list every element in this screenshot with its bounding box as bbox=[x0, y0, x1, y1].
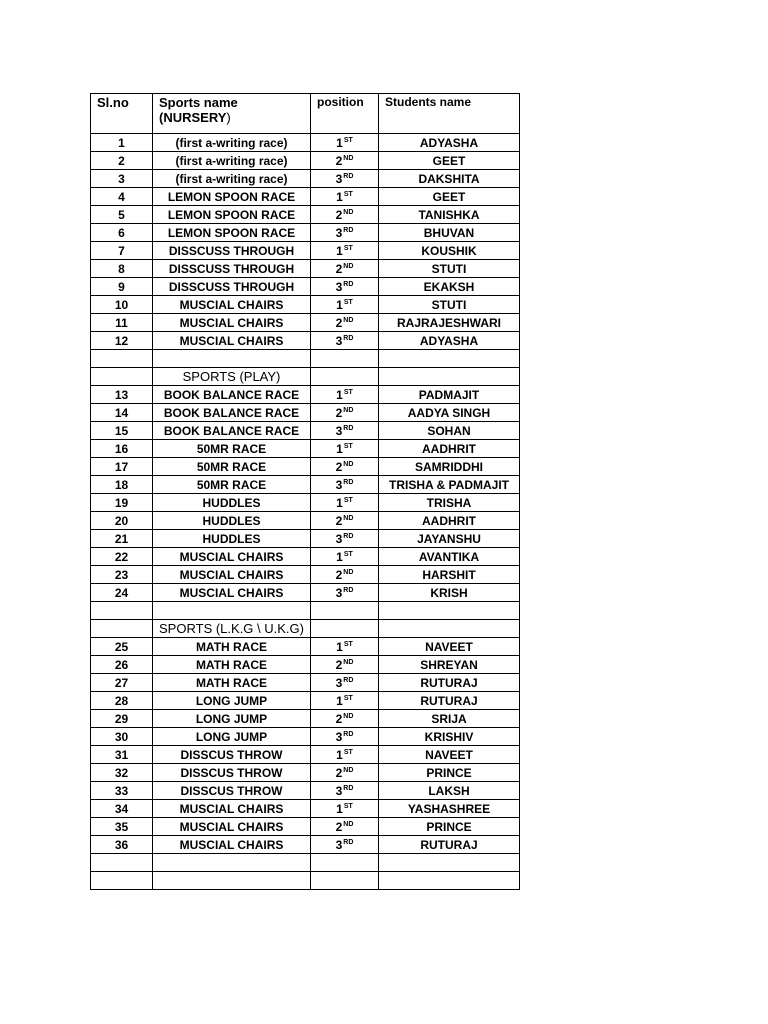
sport-name-cell: LONG JUMP bbox=[153, 692, 311, 710]
student-name-cell: HARSHIT bbox=[379, 566, 520, 584]
position-cell bbox=[311, 530, 379, 548]
serial-number-cell: 30 bbox=[91, 728, 153, 746]
empty-cell bbox=[153, 602, 311, 620]
position-number: 1 bbox=[336, 801, 343, 816]
position-cell bbox=[311, 332, 379, 350]
position-suffix: ST bbox=[343, 298, 353, 306]
serial-number-cell: 29 bbox=[91, 710, 153, 728]
position-cell bbox=[311, 296, 379, 314]
header-nursery-label: (NURSERY bbox=[159, 110, 227, 125]
sport-name-cell: MUSCIAL CHAIRS bbox=[153, 296, 311, 314]
position-suffix: ND bbox=[343, 208, 354, 216]
position-number: 1 bbox=[336, 693, 343, 708]
position-number: 2 bbox=[335, 459, 343, 474]
serial-number-cell: 13 bbox=[91, 386, 153, 404]
table-row bbox=[91, 728, 520, 746]
table-row bbox=[91, 170, 520, 188]
table-row bbox=[91, 638, 520, 656]
position-number: 2 bbox=[335, 207, 343, 222]
sport-name-cell: MUSCIAL CHAIRS bbox=[153, 314, 311, 332]
header-sports-name bbox=[153, 94, 311, 134]
position-cell bbox=[311, 206, 379, 224]
empty-cell bbox=[311, 368, 379, 386]
student-name-cell: RUTURAJ bbox=[379, 836, 520, 854]
table-row bbox=[91, 152, 520, 170]
table-row bbox=[91, 296, 520, 314]
position-suffix: ND bbox=[343, 262, 354, 270]
position-cell bbox=[311, 782, 379, 800]
position-number: 3 bbox=[335, 837, 343, 852]
serial-number-cell: 16 bbox=[91, 440, 153, 458]
table-row bbox=[91, 674, 520, 692]
serial-number-cell: 2 bbox=[91, 152, 153, 170]
position-cell bbox=[311, 800, 379, 818]
sport-name-cell: 50MR RACE bbox=[153, 458, 311, 476]
student-name-cell: AADHRIT bbox=[379, 512, 520, 530]
position-number: 2 bbox=[335, 711, 343, 726]
position-suffix: ND bbox=[343, 406, 354, 414]
results-table bbox=[90, 93, 520, 890]
empty-cell bbox=[379, 350, 520, 368]
blank-row bbox=[91, 602, 520, 620]
position-suffix: ST bbox=[343, 190, 353, 198]
student-name-cell: JAYANSHU bbox=[379, 530, 520, 548]
student-name-cell: RUTURAJ bbox=[379, 692, 520, 710]
sport-name-cell: DISSCUSS THROUGH bbox=[153, 278, 311, 296]
serial-number-cell: 32 bbox=[91, 764, 153, 782]
sport-name-cell: MUSCIAL CHAIRS bbox=[153, 818, 311, 836]
serial-number-cell: 27 bbox=[91, 674, 153, 692]
position-suffix: RD bbox=[343, 334, 354, 342]
position-number: 3 bbox=[335, 729, 343, 744]
sport-name-cell: 50MR RACE bbox=[153, 476, 311, 494]
sport-name-cell: (first a-writing race) bbox=[153, 134, 311, 152]
student-name-cell: LAKSH bbox=[379, 782, 520, 800]
serial-number-cell: 6 bbox=[91, 224, 153, 242]
sport-name-cell: MUSCIAL CHAIRS bbox=[153, 332, 311, 350]
serial-number-cell: 34 bbox=[91, 800, 153, 818]
sport-name-cell: BOOK BALANCE RACE bbox=[153, 386, 311, 404]
position-number: 2 bbox=[335, 315, 343, 330]
position-number: 1 bbox=[336, 135, 343, 150]
position-suffix: ST bbox=[343, 388, 353, 396]
table-row bbox=[91, 224, 520, 242]
table-row bbox=[91, 440, 520, 458]
position-cell bbox=[311, 674, 379, 692]
student-name-cell: KOUSHIK bbox=[379, 242, 520, 260]
sport-name-cell: MATH RACE bbox=[153, 656, 311, 674]
table-row bbox=[91, 530, 520, 548]
sport-name-cell: HUDDLES bbox=[153, 530, 311, 548]
student-name-cell: KRISHIV bbox=[379, 728, 520, 746]
sport-name-cell: MUSCIAL CHAIRS bbox=[153, 836, 311, 854]
sport-name-cell: DISSCUSS THROUGH bbox=[153, 260, 311, 278]
serial-number-cell: 1 bbox=[91, 134, 153, 152]
student-name-cell: ADYASHA bbox=[379, 134, 520, 152]
position-number: 3 bbox=[335, 171, 343, 186]
sport-name-cell: (first a-writing race) bbox=[153, 152, 311, 170]
serial-number-cell: 9 bbox=[91, 278, 153, 296]
blank-row bbox=[91, 854, 520, 872]
position-cell bbox=[311, 548, 379, 566]
student-name-cell: ADYASHA bbox=[379, 332, 520, 350]
empty-cell bbox=[379, 872, 520, 890]
position-cell bbox=[311, 242, 379, 260]
header-row bbox=[91, 94, 520, 134]
header-sports-name-line1: Sports name bbox=[159, 95, 238, 110]
empty-cell bbox=[311, 620, 379, 638]
empty-cell bbox=[153, 872, 311, 890]
position-number: 1 bbox=[336, 495, 343, 510]
position-number: 3 bbox=[335, 279, 343, 294]
serial-number-cell: 15 bbox=[91, 422, 153, 440]
sport-name-cell: DISSCUS THROW bbox=[153, 782, 311, 800]
position-cell bbox=[311, 458, 379, 476]
position-cell bbox=[311, 764, 379, 782]
serial-number-cell: 11 bbox=[91, 314, 153, 332]
serial-number-cell: 26 bbox=[91, 656, 153, 674]
position-suffix: ST bbox=[343, 640, 353, 648]
student-name-cell: NAVEET bbox=[379, 638, 520, 656]
serial-number-cell: 36 bbox=[91, 836, 153, 854]
position-suffix: RD bbox=[343, 784, 354, 792]
student-name-cell: GEET bbox=[379, 188, 520, 206]
sport-name-cell: LEMON SPOON RACE bbox=[153, 206, 311, 224]
position-suffix: ST bbox=[343, 496, 353, 504]
position-suffix: ND bbox=[343, 460, 354, 468]
empty-cell bbox=[379, 368, 520, 386]
table-row bbox=[91, 800, 520, 818]
position-suffix: RD bbox=[343, 478, 354, 486]
student-name-cell: YASHASHREE bbox=[379, 800, 520, 818]
position-suffix: RD bbox=[343, 424, 354, 432]
sport-name-cell: DISSCUS THROW bbox=[153, 746, 311, 764]
position-number: 2 bbox=[335, 567, 343, 582]
student-name-cell: PRINCE bbox=[379, 764, 520, 782]
position-number: 1 bbox=[336, 243, 343, 258]
empty-cell bbox=[379, 620, 520, 638]
table-row bbox=[91, 836, 520, 854]
table-row bbox=[91, 386, 520, 404]
sport-name-cell: HUDDLES bbox=[153, 512, 311, 530]
position-suffix: RD bbox=[343, 532, 354, 540]
sport-name-cell: DISSCUSS THROUGH bbox=[153, 242, 311, 260]
table-row bbox=[91, 818, 520, 836]
sport-name-cell: MATH RACE bbox=[153, 674, 311, 692]
serial-number-cell: 21 bbox=[91, 530, 153, 548]
sport-name-cell: LEMON SPOON RACE bbox=[153, 224, 311, 242]
table-row bbox=[91, 494, 520, 512]
position-number: 1 bbox=[336, 747, 343, 762]
sport-name-cell: (first a-writing race) bbox=[153, 170, 311, 188]
position-cell bbox=[311, 404, 379, 422]
empty-cell bbox=[91, 368, 153, 386]
table-row bbox=[91, 404, 520, 422]
student-name-cell: SRIJA bbox=[379, 710, 520, 728]
position-suffix: ST bbox=[343, 442, 353, 450]
position-suffix: RD bbox=[343, 280, 354, 288]
table-row bbox=[91, 656, 520, 674]
sport-name-cell: LONG JUMP bbox=[153, 710, 311, 728]
serial-number-cell: 10 bbox=[91, 296, 153, 314]
position-suffix: ND bbox=[343, 568, 354, 576]
empty-cell bbox=[91, 350, 153, 368]
serial-number-cell: 14 bbox=[91, 404, 153, 422]
student-name-cell: SHREYAN bbox=[379, 656, 520, 674]
empty-cell bbox=[311, 872, 379, 890]
position-cell bbox=[311, 440, 379, 458]
table-row bbox=[91, 314, 520, 332]
position-cell bbox=[311, 656, 379, 674]
sport-name-cell: MUSCIAL CHAIRS bbox=[153, 800, 311, 818]
table-row bbox=[91, 566, 520, 584]
position-suffix: RD bbox=[343, 838, 354, 846]
student-name-cell: NAVEET bbox=[379, 746, 520, 764]
position-number: 2 bbox=[335, 153, 343, 168]
sport-name-cell: MUSCIAL CHAIRS bbox=[153, 584, 311, 602]
position-cell bbox=[311, 710, 379, 728]
serial-number-cell: 35 bbox=[91, 818, 153, 836]
position-number: 1 bbox=[336, 387, 343, 402]
position-cell bbox=[311, 386, 379, 404]
blank-row bbox=[91, 350, 520, 368]
table-row bbox=[91, 242, 520, 260]
results-table-body bbox=[91, 94, 520, 890]
position-number: 3 bbox=[335, 675, 343, 690]
position-number: 3 bbox=[335, 783, 343, 798]
table-row bbox=[91, 782, 520, 800]
student-name-cell: BHUVAN bbox=[379, 224, 520, 242]
position-cell bbox=[311, 638, 379, 656]
position-cell bbox=[311, 314, 379, 332]
student-name-cell: DAKSHITA bbox=[379, 170, 520, 188]
section-title-row bbox=[91, 368, 520, 386]
table-row bbox=[91, 332, 520, 350]
position-suffix: ND bbox=[343, 316, 354, 324]
header-students-name: Students name bbox=[379, 94, 520, 134]
empty-cell bbox=[311, 350, 379, 368]
serial-number-cell: 18 bbox=[91, 476, 153, 494]
student-name-cell: SAMRIDDHI bbox=[379, 458, 520, 476]
sport-name-cell: HUDDLES bbox=[153, 494, 311, 512]
serial-number-cell: 31 bbox=[91, 746, 153, 764]
position-suffix: ST bbox=[343, 802, 353, 810]
blank-row bbox=[91, 872, 520, 890]
serial-number-cell: 3 bbox=[91, 170, 153, 188]
serial-number-cell: 12 bbox=[91, 332, 153, 350]
student-name-cell: PRINCE bbox=[379, 818, 520, 836]
position-cell bbox=[311, 566, 379, 584]
position-cell bbox=[311, 746, 379, 764]
sport-name-cell: MUSCIAL CHAIRS bbox=[153, 566, 311, 584]
position-cell bbox=[311, 818, 379, 836]
position-number: 1 bbox=[336, 189, 343, 204]
student-name-cell: STUTI bbox=[379, 260, 520, 278]
serial-number-cell: 22 bbox=[91, 548, 153, 566]
empty-cell bbox=[153, 854, 311, 872]
position-number: 1 bbox=[336, 441, 343, 456]
position-number: 3 bbox=[335, 477, 343, 492]
table-row bbox=[91, 260, 520, 278]
empty-cell bbox=[311, 602, 379, 620]
table-row bbox=[91, 512, 520, 530]
position-number: 3 bbox=[335, 531, 343, 546]
position-cell bbox=[311, 512, 379, 530]
table-row bbox=[91, 458, 520, 476]
student-name-cell: AADHRIT bbox=[379, 440, 520, 458]
position-number: 2 bbox=[335, 765, 343, 780]
serial-number-cell: 23 bbox=[91, 566, 153, 584]
header-slno: Sl.no bbox=[91, 94, 153, 134]
position-cell bbox=[311, 188, 379, 206]
table-row bbox=[91, 206, 520, 224]
position-suffix: RD bbox=[343, 676, 354, 684]
position-number: 1 bbox=[336, 639, 343, 654]
serial-number-cell: 7 bbox=[91, 242, 153, 260]
position-cell bbox=[311, 134, 379, 152]
position-number: 3 bbox=[335, 225, 343, 240]
serial-number-cell: 33 bbox=[91, 782, 153, 800]
empty-cell bbox=[153, 350, 311, 368]
position-number: 2 bbox=[335, 657, 343, 672]
header-sports-name-line2 bbox=[159, 111, 310, 124]
table-row bbox=[91, 278, 520, 296]
sport-name-cell: BOOK BALANCE RACE bbox=[153, 404, 311, 422]
sport-name-cell: DISSCUS THROW bbox=[153, 764, 311, 782]
position-number: 2 bbox=[335, 513, 343, 528]
position-cell bbox=[311, 692, 379, 710]
serial-number-cell: 5 bbox=[91, 206, 153, 224]
student-name-cell: RUTURAJ bbox=[379, 674, 520, 692]
position-cell bbox=[311, 152, 379, 170]
position-suffix: ND bbox=[343, 820, 354, 828]
position-cell bbox=[311, 476, 379, 494]
sport-name-cell: MUSCIAL CHAIRS bbox=[153, 548, 311, 566]
section-title-row bbox=[91, 620, 520, 638]
position-suffix: ND bbox=[343, 154, 354, 162]
serial-number-cell: 24 bbox=[91, 584, 153, 602]
table-row bbox=[91, 134, 520, 152]
position-suffix: RD bbox=[343, 730, 354, 738]
table-row bbox=[91, 548, 520, 566]
position-suffix: ND bbox=[343, 514, 354, 522]
student-name-cell: GEET bbox=[379, 152, 520, 170]
sport-name-cell: 50MR RACE bbox=[153, 440, 311, 458]
empty-cell bbox=[91, 602, 153, 620]
position-suffix: ST bbox=[343, 694, 353, 702]
position-suffix: ST bbox=[343, 244, 353, 252]
serial-number-cell: 19 bbox=[91, 494, 153, 512]
position-cell bbox=[311, 422, 379, 440]
header-nursery-paren: ) bbox=[226, 110, 231, 125]
serial-number-cell: 20 bbox=[91, 512, 153, 530]
student-name-cell: TRISHA & PADMAJIT bbox=[379, 476, 520, 494]
student-name-cell: RAJRAJESHWARI bbox=[379, 314, 520, 332]
position-suffix: ND bbox=[343, 766, 354, 774]
position-number: 2 bbox=[335, 819, 343, 834]
position-cell bbox=[311, 224, 379, 242]
table-row bbox=[91, 584, 520, 602]
sport-name-cell: BOOK BALANCE RACE bbox=[153, 422, 311, 440]
position-number: 1 bbox=[336, 297, 343, 312]
serial-number-cell: 28 bbox=[91, 692, 153, 710]
table-row bbox=[91, 764, 520, 782]
section-title: SPORTS (L.K.G \ U.K.G) bbox=[153, 620, 311, 638]
position-number: 2 bbox=[335, 261, 343, 276]
section-title: SPORTS (PLAY) bbox=[153, 368, 311, 386]
position-number: 3 bbox=[335, 423, 343, 438]
empty-cell bbox=[379, 854, 520, 872]
position-cell bbox=[311, 260, 379, 278]
table-row bbox=[91, 476, 520, 494]
student-name-cell: AVANTIKA bbox=[379, 548, 520, 566]
empty-cell bbox=[91, 620, 153, 638]
position-number: 2 bbox=[335, 405, 343, 420]
serial-number-cell: 25 bbox=[91, 638, 153, 656]
sport-name-cell: LEMON SPOON RACE bbox=[153, 188, 311, 206]
position-suffix: RD bbox=[343, 172, 354, 180]
position-cell bbox=[311, 836, 379, 854]
position-number: 3 bbox=[335, 585, 343, 600]
sport-name-cell: LONG JUMP bbox=[153, 728, 311, 746]
empty-cell bbox=[379, 602, 520, 620]
empty-cell bbox=[91, 872, 153, 890]
position-number: 3 bbox=[335, 333, 343, 348]
student-name-cell: KRISH bbox=[379, 584, 520, 602]
student-name-cell: SOHAN bbox=[379, 422, 520, 440]
serial-number-cell: 4 bbox=[91, 188, 153, 206]
position-number: 1 bbox=[336, 549, 343, 564]
position-suffix: RD bbox=[343, 586, 354, 594]
position-suffix: ST bbox=[343, 550, 353, 558]
student-name-cell: PADMAJIT bbox=[379, 386, 520, 404]
table-row bbox=[91, 422, 520, 440]
student-name-cell: STUTI bbox=[379, 296, 520, 314]
position-suffix: ND bbox=[343, 712, 354, 720]
position-cell bbox=[311, 728, 379, 746]
sport-name-cell: MATH RACE bbox=[153, 638, 311, 656]
student-name-cell: TANISHKA bbox=[379, 206, 520, 224]
table-row bbox=[91, 692, 520, 710]
position-cell bbox=[311, 278, 379, 296]
table-row bbox=[91, 710, 520, 728]
table-row bbox=[91, 746, 520, 764]
position-suffix: RD bbox=[343, 226, 354, 234]
position-suffix: ND bbox=[343, 658, 354, 666]
empty-cell bbox=[311, 854, 379, 872]
serial-number-cell: 17 bbox=[91, 458, 153, 476]
table-row bbox=[91, 188, 520, 206]
position-cell bbox=[311, 494, 379, 512]
student-name-cell: EKAKSH bbox=[379, 278, 520, 296]
student-name-cell: TRISHA bbox=[379, 494, 520, 512]
position-suffix: ST bbox=[343, 136, 353, 144]
empty-cell bbox=[91, 854, 153, 872]
position-cell bbox=[311, 584, 379, 602]
serial-number-cell: 8 bbox=[91, 260, 153, 278]
position-suffix: ST bbox=[343, 748, 353, 756]
header-position: position bbox=[311, 94, 379, 134]
student-name-cell: AADYA SINGH bbox=[379, 404, 520, 422]
position-cell bbox=[311, 170, 379, 188]
